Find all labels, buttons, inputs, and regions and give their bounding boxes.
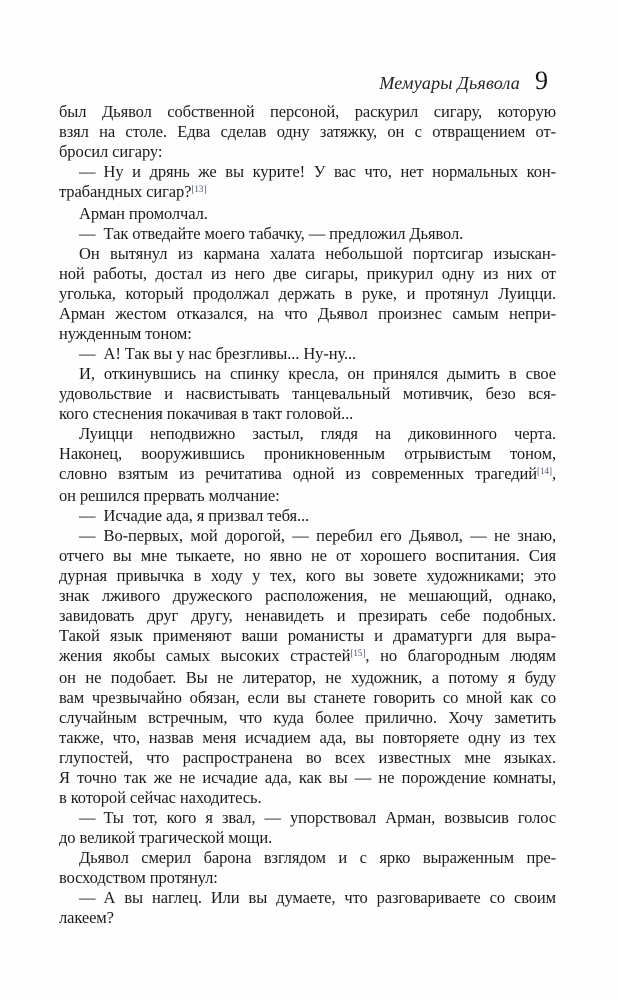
text-line: — Ты тот, кого я звал, — упорствовал Арман, возвысив голос (79, 808, 556, 827)
paragraph (59, 204, 556, 224)
text-line: удовольствие и насвистывать танцевальный мотивчик, безо вся- (59, 384, 556, 403)
text-line: Он вытянул из кармана халата небольшой портсигар изыскан- (79, 244, 556, 263)
text-line: он не подобает. Вы не литератор, не художник, а потому я буду (59, 668, 556, 687)
paragraph (59, 162, 556, 204)
paragraph (59, 224, 556, 244)
text-line: — А! Так вы у нас брезгливы... Ну-ну... (79, 344, 357, 363)
text-line: Дьявол смерил барона взглядом и с ярко выраженным пре- (79, 848, 556, 867)
running-title: Мемуары Дьявола (379, 73, 520, 93)
text-line: кого стеснения покачивая в такт головой... (59, 404, 354, 423)
paragraph (59, 424, 556, 506)
paragraph (59, 102, 556, 162)
text-line: взял на столе. Едва сделав одну затяжку, он с отвращением от- (59, 122, 556, 141)
paragraph (59, 364, 556, 424)
footnote-marker: [15] (350, 647, 366, 658)
text-line: до великой трагической мощи. (59, 828, 273, 847)
text-line: отчего вы мне тыкаете, но явно не от хорошего воспитания. Сия (59, 546, 556, 565)
paragraph (59, 888, 556, 928)
text-line: трабандных сигар?[13] (59, 182, 207, 201)
footnote-marker: [14] (536, 465, 552, 476)
text-line: Наконец, вооружившись проникновенным отрывистым тоном, (59, 444, 556, 463)
text-line: лакеем? (59, 908, 114, 927)
paragraph (59, 344, 556, 364)
running-header (59, 66, 556, 95)
text-line: жения якобы самых высоких страстей[15], но благородным людям (59, 646, 556, 665)
text-line: нужденным тоном: (59, 324, 192, 343)
text-line: восходством протянул: (59, 868, 218, 887)
page-number: 9 (535, 66, 548, 95)
text-line: — А вы наглец. Или вы думаете, что разговариваете со своим (79, 888, 556, 907)
text-line: уголька, который продолжал держать в руке, и протянул Луицци. (59, 284, 556, 303)
text-line: И, откинувшись на спинку кресла, он принялся дымить в свое (79, 364, 556, 383)
text-line: был Дьявол собственной персоной, раскурил сигару, которую (59, 102, 556, 121)
text-line: вам чрезвычайно обязан, если вы станете говорить со мной как со (59, 688, 556, 707)
text-line: также, что, назвав меня исчадием ада, вы повторяете одну из тех (59, 728, 556, 747)
paragraph (59, 244, 556, 344)
text-line: — Ну и дрянь же вы курите! У вас что, нет нормальных кон- (79, 162, 556, 181)
text-line: Луицци неподвижно застыл, глядя на диковинного черта. (79, 424, 556, 443)
paragraph (59, 848, 556, 888)
text-line: словно взятым из речитатива одной из современных трагедий[14], (59, 464, 556, 483)
text-line: Я точно так же не исчадие ада, как вы — не порождение комнаты, (59, 768, 556, 787)
text-line: ной работы, достал из него две сигары, прикурил одну из них от (59, 264, 556, 283)
paragraph (59, 526, 556, 808)
text-line: знак лживого дружеского расположения, не мешающий, однако, (59, 586, 556, 605)
text-line: Арман промолчал. (79, 204, 208, 223)
paragraph (59, 808, 556, 848)
text-line: в которой сейчас находитесь. (59, 788, 262, 807)
text-line: бросил сигару: (59, 142, 163, 161)
footnote-marker: [13] (191, 183, 207, 194)
page-content (59, 66, 556, 928)
text-line: глупостей, что распространена во всех известных мне языках. (59, 748, 556, 767)
text-line: — Исчадие ада, я призвал тебя... (79, 506, 310, 525)
text-line: он решился прервать молчание: (59, 486, 280, 505)
text-line: Такой язык применяют ваши романисты и драматурги для выра- (59, 626, 556, 645)
paragraph (59, 506, 556, 526)
text-line: — Во-первых, мой дорогой, — перебил его Дьявол, — не знаю, (79, 526, 556, 545)
text-line: Арман жестом отказался, на что Дьявол произнес самым непри- (59, 304, 556, 323)
page-body (59, 102, 556, 928)
text-line: дурная привычка в ходу у тех, кого вы зовете художниками; это (59, 566, 556, 585)
text-line: завидовать друг другу, ненавидеть и презирать себе подобных. (59, 606, 556, 625)
text-line: случайным встречным, что куда более прилично. Хочу заметить (59, 708, 556, 727)
text-line: — Так отведайте моего табачку, — предложил Дьявол. (79, 224, 464, 243)
